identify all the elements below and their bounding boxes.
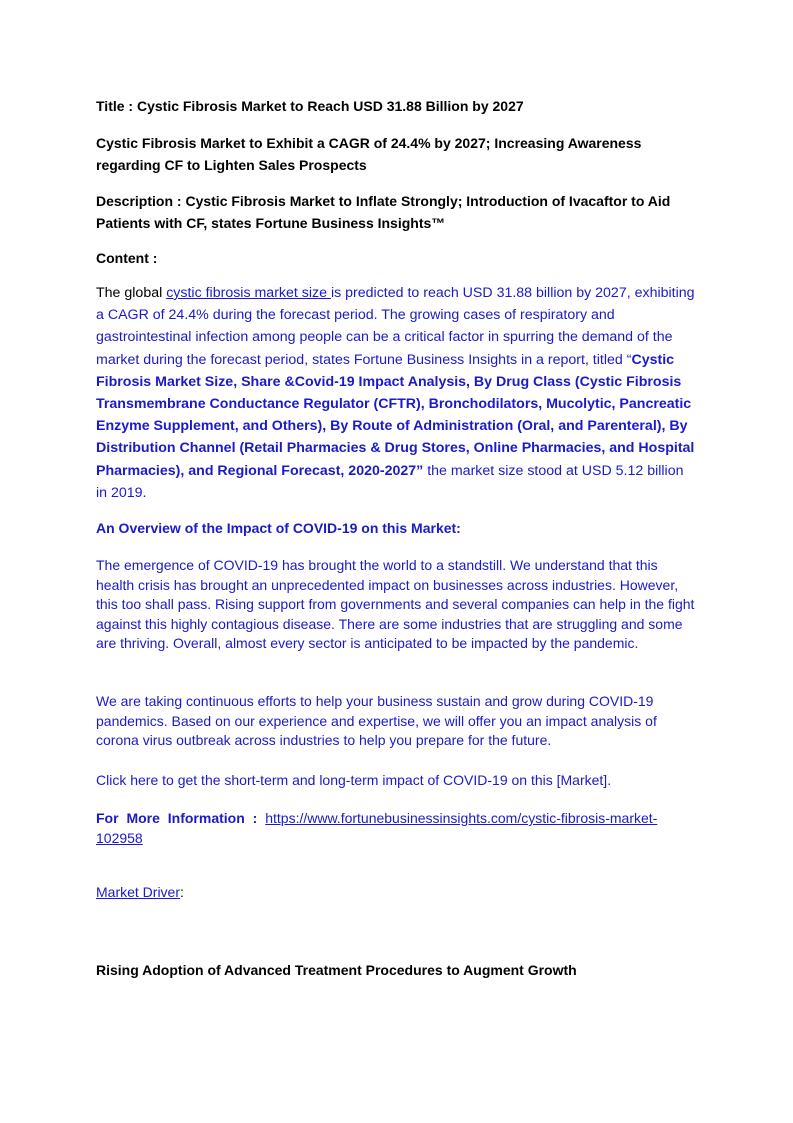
market-driver-link[interactable]: Market Driver [96, 884, 181, 900]
click-here-text[interactable]: Click here to get the short-term and long-term impact of COVID-19 on this [Market]. [96, 772, 612, 788]
report-title: Cystic Fibrosis Market Size, Share &Covid-19 Impact Analysis, By Drug Class (Cystic Fibrosis Transmembrane Conductance Regulator (CFTR), Bronchodilators, Mucolytic, Pancreatic Enzyme Supplement, and Others), By Route of Administration (Oral, and Parenteral), By Distribution Channel (Retail Pharmacies & Drug Stores, Online Pharmacies, and Hospital Pharmacies), and Regional Forecast, 2020-2027” [96, 351, 695, 479]
intro-text-end: the market size stood at USD 5.12 billion in 2019. [96, 462, 684, 501]
market-size-link[interactable]: cystic fibrosis market size [166, 285, 331, 301]
market-driver-line [96, 882, 696, 902]
more-info-line [96, 808, 696, 848]
intro-paragraph [96, 282, 696, 504]
doc-subtitle: Cystic Fibrosis Market to Exhibit a CAGR of 24.4% by 2027; Increasing Awareness regarding CF to Lighten Sales Prospects [96, 135, 642, 173]
intro-prefix: The global [96, 285, 167, 301]
doc-title: Title : Cystic Fibrosis Market to Reach USD 31.88 Billion by 2027 [96, 98, 524, 114]
intro-text: is predicted to reach USD 31.88 billion by 2027, exhibiting a CAGR of 24.4% during the forecast period. The growing cases of respiratory and gastrointestinal infection among people can be a critical factor in spurring the demand of the market during the forecast period, states Fortune Business Insights in a report, titled “ [96, 285, 695, 368]
overview-heading: An Overview of the Impact of COVID-19 on this Market: [96, 520, 461, 536]
covid-paragraph-2: We are taking continuous efforts to help your business sustain and grow during COVID-19 pandemics. Based on our experience and expertise, we will offer you an impact analysis of corona virus outbreak across industries to help you prepare for the future. [96, 693, 657, 749]
rising-heading: Rising Adoption of Advanced Treatment Procedures to Augment Growth [96, 962, 577, 978]
market-driver-colon: : [180, 884, 184, 900]
more-info-url-link[interactable]: https://www.fortunebusinessinsights.com/cystic-fibrosis-market- 102958 [96, 810, 658, 846]
covid-paragraph-1: The emergence of COVID-19 has brought the world to a standstill. We understand that this health crisis has brought an unprecedented impact on businesses across industries. However, this too shall pass. Rising support from governments and several companies can help in the fight against this highly contagious disease. There are some industries that are struggling and some are thriving. Overall, almost every sector is anticipated to be impacted by the pandemic. [96, 557, 695, 652]
more-info-label: For More Information : [96, 810, 266, 826]
doc-description: Description : Cystic Fibrosis Market to Inflate Strongly; Introduction of Ivacaftor to Aid Patients with CF, states Fortune Business Insights™ [96, 193, 671, 231]
content-label: Content : [96, 250, 158, 266]
